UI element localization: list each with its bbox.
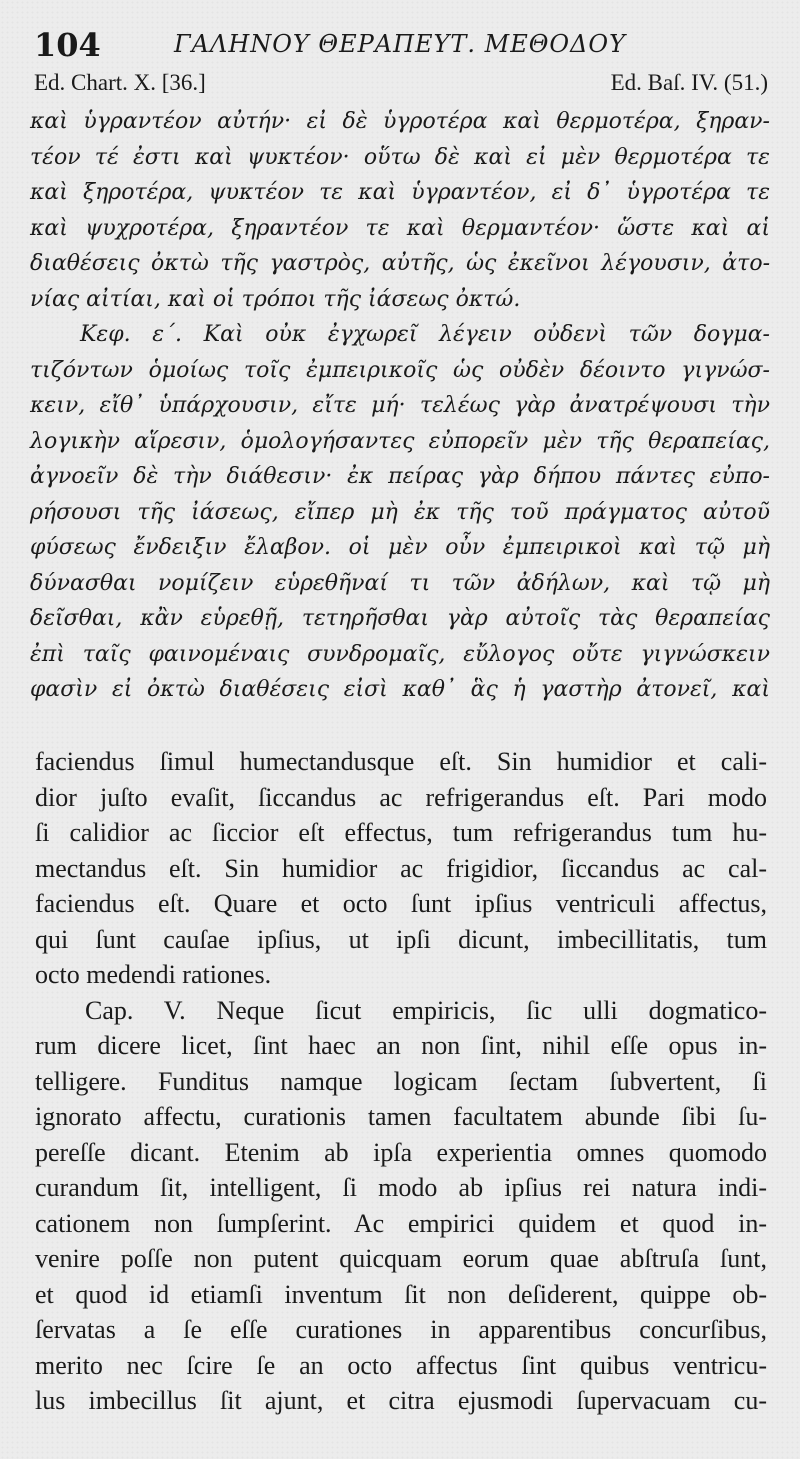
latin-chapter-heading-line: Cap. V. Neque ſicut empiricis, ſic ulli dogmatico- [85,995,767,1025]
greek-line: ρήσουσι τῆς ἰάσεως, εἴπερ μὴ ἐκ τῆς τοῦ πράγματος αὐτοῦ [30,499,770,525]
latin-line: qui ſunt cauſae ipſius, ut ipſi dicunt, imbecillitatis, tum [35,924,767,954]
greek-line: λογικὴν αἵρεσιν, ὁμολογήσαντες εὐπορεῖν μὲν τῆς θεραπείας, [30,428,770,454]
greek-line: τέον τέ ἐστι καὶ ψυκτέον· οὕτω δὲ καὶ εἰ μὲν θερμοτέρα τε [30,144,770,170]
greek-line: φύσεως ἔνδειξιν ἔλαβον. οἱ μὲν οὖν ἐμπειρικοὶ καὶ τῷ μὴ [30,535,770,560]
greek-line: ἐπὶ ταῖς φαινομέναις συνδρομαῖς, εὔλογος οὔτε γιγνώσκειν [30,641,770,667]
latin-line: rum dicere licet, ſint haec an non ſint, nihil eſſe opus in- [35,1031,767,1060]
greek-line: καὶ ψυχροτέρα, ξηραντέον τε καὶ θερμαντέον· ὥστε καὶ αἱ [30,215,770,241]
greek-line: ἀγνοεῖν δὲ τὴν διάθεσιν· ἐκ πείρας γὰρ δήπου πάντες εὐπο- [30,464,770,489]
greek-line: δεῖσθαι, κἂν εὑρεθῇ, τετηρῆσθαι γὰρ αὐτοῖς τὰς θεραπείας [30,606,770,631]
latin-line: octo medendi rationes. [35,960,272,989]
greek-line: νίας αἰτίαι, καὶ οἱ τρόποι τῆς ἰάσεως ὀκτώ. [30,286,521,312]
page-header [34,22,774,62]
page-number: 104 [34,26,101,64]
running-title: ΓΑΛΗΝΟΥ ΘΕΡΑΠΕΥΤ. ΜΕΘΟΔΟΥ [174,30,626,58]
greek-chapter-heading-line: Κεφ. ε΄. Καὶ οὐκ ἐγχωρεῖ λέγειν οὐδενὶ τῶν δογμα- [80,322,770,347]
greek-line: δύνασθαι νομίζειν εὑρεθῆναί τι τῶν ἀδήλων, καὶ τῷ μὴ [30,570,770,596]
edition-basel: Ed. Baſ. IV. (51.) [610,70,768,95]
latin-line: dior juſto evaſit, ſiccandus ac refrigerandus eſt. Pari modo [35,782,767,812]
latin-line: venire poſſe non putent quicquam eorum quae abſtruſa ſunt, [35,1244,767,1273]
greek-line: διαθέσεις ὀκτὼ τῆς γαστρὸς, αὐτῆς, ὡς ἐκεῖνοι λέγουσιν, ἀτο- [30,251,770,276]
latin-text [35,744,767,1419]
greek-line: κειν, εἴθ᾽ ὑπάρχουσιν, εἴτε μή· τελέως γὰρ ἀνατρέψουσι τὴν [30,393,770,418]
latin-line: pereſſe dicant. Etenim ab ipſa experientia omnes quomodo [35,1137,767,1167]
greek-line: φασὶν εἰ ὀκτὼ διαθέσεις εἰσὶ καθ᾽ ἃς ἡ γαστὴρ ἀτονεῖ, καὶ [30,677,770,702]
latin-line: faciendus eſt. Quare et octo ſunt ipſius ventriculi affectus, [35,889,767,918]
greek-line: τιζόντων ὁμοίως τοῖς ἐμπειρικοῖς ὡς οὐδὲν δέοιντο γιγνώσ- [30,357,770,383]
latin-line: lus imbecillus ſit ajunt, et citra ejusmodi ſupervacuam cu- [35,1386,767,1415]
latin-line: ſervatas a ſe eſſe curationes in apparentibus concurſibus, [35,1315,767,1344]
latin-line: cationem non ſumpſerint. Ac empirici quidem et quod in- [35,1208,767,1238]
latin-line: curandum ſit, intelligent, ſi modo ab ipſius rei natura indi- [35,1173,767,1202]
latin-line: ignorato affectu, curationis tamen facultatem abunde ſibi ſu- [35,1102,767,1131]
edition-chartier: Ed. Chart. X. [36.] [34,70,206,95]
latin-line: et quod id etiamſi inventum ſit non deſiderent, quippe ob- [35,1279,767,1309]
latin-line: mectandus eſt. Sin humidior ac frigidior, ſiccandus ac cal- [35,853,767,883]
edition-references [34,70,768,100]
latin-line: faciendus ſimul humectandusque eſt. Sin humidior et cali- [35,747,767,776]
greek-line: καὶ ὑγραντέον αὐτήν· εἰ δὲ ὑγροτέρα καὶ θερμοτέρα, ξηραν- [30,109,770,134]
latin-line: telligere. Funditus namque logicam ſectam ſubvertent, ſi [35,1066,767,1096]
latin-line: ſi calidior ac ſiccior eſt effectus, tum refrigerandus tum hu- [35,818,767,847]
greek-text [30,104,770,708]
latin-line: merito nec ſcire ſe an octo affectus ſint quibus ventricu- [35,1350,767,1380]
greek-line: καὶ ξηροτέρα, ψυκτέον τε καὶ ὑγραντέον, εἰ δ᾽ ὑγροτέρα τε [30,180,770,205]
